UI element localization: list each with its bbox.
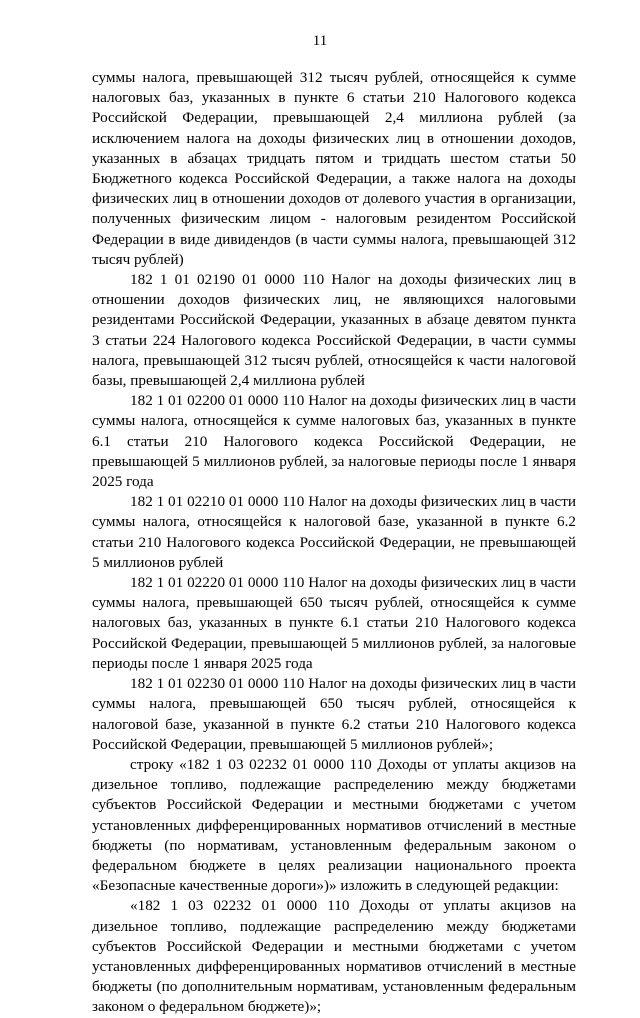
paragraph-new-wording: «182 1 03 02232 01 0000 110 Доходы от уплаты акцизов на дизельное топливо, подлежащие распределению между бюджетами субъектов Российской Федерации и местными бюджетами с учетом установленных дифференцированных нормативов отчислений в местные бюджеты (по дополнительным нормативам, установленным федеральным законом о федеральном бюджете)»; bbox=[92, 897, 576, 1016]
paragraph-code-02200: 182 1 01 02200 01 0000 110 Налог на доходы физических лиц в части суммы налога, относящейся к сумме налоговых баз, указанных в пункте 6.1 статьи 210 Налогового кодекса Российской Федерации, не превышающей 5 миллионов рублей, за налоговые периоды после 1 января 2025 года bbox=[92, 392, 576, 491]
paragraph-code-02220: 182 1 01 02220 01 0000 110 Налог на доходы физических лиц в части суммы налога, превышающей 650 тысяч рублей, относящейся к сумме налоговых баз, указанных в пункте 6.1 статьи 210 Налогового кодекса Российской Федерации, превышающей 5 миллионов рублей, за налоговые периоды после 1 января 2025 года bbox=[92, 574, 576, 672]
paragraph-line-replacement: строку «182 1 03 02232 01 0000 110 Доходы от уплаты акцизов на дизельное топливо, подлежащие распределению между бюджетами субъектов Российской Федерации и местными бюджетами с учетом установленных дифференцированных нормативов отчислений в местные бюджеты (по нормативам, установленным федеральным законом о федеральном бюджете в целях реализации национального проекта «Безопасные качественные дороги»)» изложить в следующей редакции: bbox=[92, 755, 576, 895]
paragraph-continuation: суммы налога, превышающей 312 тысяч рублей, относящейся к сумме налоговых баз, указанных в пункте 6 статьи 210 Налогового кодекса Российской Федерации, превышающей 2,4 миллиона рублей (за исключением налога на доходы физических лиц в отношении доходов, указанных в абзацах тридцать пятом и тридцать шестом статьи 50 Бюджетного кодекса Российской Федерации, а также налога на доходы физических лиц в отношении доходов от долевого участия в организации, полученных физическим лицом - налоговым резидентом Российской Федерации в виде дивидендов (в части суммы налога, превышающей 312 тысяч рублей) bbox=[92, 69, 576, 268]
paragraph-code-02190: 182 1 01 02190 01 0000 110 Налог на доходы физических лиц в отношении доходов физических лиц, не являющихся налоговыми резидентами Российской Федерации, указанных в абзаце девятом пункта 3 статьи 224 Налогового кодекса Российской Федерации, в части суммы налога, превышающей 312 тысяч рублей, относящейся к части налоговой базы, превышающей 2,4 миллиона рублей bbox=[92, 271, 576, 390]
paragraph-code-02230: 182 1 01 02230 01 0000 110 Налог на доходы физических лиц в части суммы налога, превышающей 650 тысяч рублей, относящейся к налоговой базе, указанной в пункте 6.2 статьи 210 Налогового кодекса Российской Федерации, превышающей 5 миллионов рублей»; bbox=[92, 675, 576, 753]
document-body bbox=[92, 68, 576, 1018]
page-number: 11 bbox=[312, 33, 328, 49]
paragraph-code-02210: 182 1 01 02210 01 0000 110 Налог на доходы физических лиц в части суммы налога, относящейся к налоговой базе, указанной в пункте 6.2 статьи 210 Налогового кодекса Российской Федерации, не превышающей 5 миллионов рублей bbox=[92, 493, 576, 571]
